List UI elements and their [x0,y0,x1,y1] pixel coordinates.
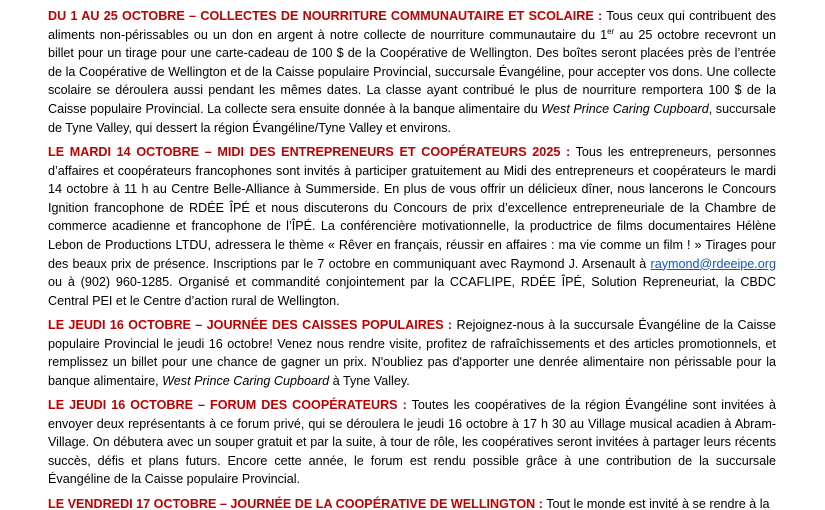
event-text: Rejoignez-nous à la succursale Évangéline de la Caisse populaire Provincial le jeudi 16 octobre! Venez nous rendre visite, profitez de rafraîchissements et des articles promotionnels, et remplissez un billet pour une chance de gagner un prix. N'oubliez pas d'apporter une denrée alimentaire non périssable pour la banque alimentaire, [48,318,776,388]
event-text: Tout le monde est invité à se rendre à la [542,497,770,510]
event-text: Tous les entrepreneurs, personnes d’affaires et coopérateurs francophones sont invités à participer gratuitement au Midi des entrepreneurs et coopérateurs le mardi 14 octobre à 11 h au Centre Belle-Alliance à Summerside. En plus de vous offrir un délicieux dîner, nous lancerons le Concours Ignition francophone de RDÉE ÎPÉ et nous discuterons du Concours de prix d’excellence entrepreneuriale de la Chambre de commerce acadienne et francophone de l’ÎPÉ. La conférencière motivationnelle, la productrice de films documentaires Hélène Lebon de Productions LTDU, adressera le thème « Rêver en français, réussir en affaires : ma vie comme un film ! » Tirages pour des beaux prix de présence. Inscriptions par le 7 octobre en communiquant avec Raymond J. Arsenault à [48,145,776,271]
event-heading: LE JEUDI 16 OCTOBRE – FORUM DES COOPÉRATEURS : [48,398,407,412]
event-text: au 25 octobre recevront un billet pour un tirage pour une carte-cadeau de 100 $ de la Coopérative de Wellington. Des boîtes seront placées près de l’entrée de la Coopérative de Wellington et de la Caisse populaire Provincial, succursale Évangéline, pour accepter vos dons. Une collecte scolaire se déroulera aussi pendant les mêmes dates. La classe ayant contribué le plus de nourriture remportera 100 $ de la Caisse populaire Provincial. La collecte sera ensuite donnée à la banque alimentaire du [48,27,776,116]
ordinal-superscript: er [607,26,615,36]
organization-name: West Prince Caring Cupboard [541,101,709,116]
email-link[interactable]: raymond@rdeeipe.org [650,256,776,271]
event-paragraph-midi-entrepreneurs [48,143,776,310]
event-text: Toutes les coopératives de la région Évangéline sont invitées à envoyer deux représentants à ce forum privé, qui se déroulera le jeudi 16 octobre à 17 h 30 au Village musical acadien à Abram-Village. On débutera avec un souper gratuit et par la suite, à tour de rôle, les coopératives seront invitées à partager leurs récents succès, défis et plans futurs. Encore cette année, le forum est rendu possible grâce à une contribution de la succursale Évangéline de la Caisse populaire Provincial. [48,398,776,487]
event-text: , succursale de Tyne Valley, qui dessert la région Évangéline/Tyne Valley et environs. [48,101,776,135]
event-paragraph-forum-cooperateurs [48,396,776,489]
organization-name: West Prince Caring Cupboard [162,373,330,388]
event-text: Tous ceux qui contribuent des aliments non-périssables ou un don en argent à notre collecte de nourriture communautaire du 1 [48,9,776,42]
event-text: à Tyne Valley. [329,373,410,388]
event-text: ou à (902) 960-1285. Organisé et commandité conjointement par la CCAFLIPE, RDÉE ÎPÉ, Solution Repreneuriat, la CBDC Central PEI et le Centre d’action rural de Wellington. [48,275,776,308]
event-heading: LE JEUDI 16 OCTOBRE – JOURNÉE DES CAISSES POPULAIRES : [48,318,453,332]
event-heading: DU 1 AU 25 OCTOBRE – COLLECTES DE NOURRITURE COMMUNAUTAIRE ET SCOLAIRE : [48,9,603,23]
event-heading: LE MARDI 14 OCTOBRE – MIDI DES ENTREPRENEURS ET COOPÉRATEURS 2025 : [48,145,571,159]
event-heading: LE VENDREDI 17 OCTOBRE – JOURNÉE DE LA COOPÉRATIVE DE WELLINGTON : [48,497,543,510]
event-paragraph-cooperative-wellington [48,495,776,510]
event-paragraph-caisses-populaires [48,316,776,390]
event-paragraph-collectes [48,7,776,137]
